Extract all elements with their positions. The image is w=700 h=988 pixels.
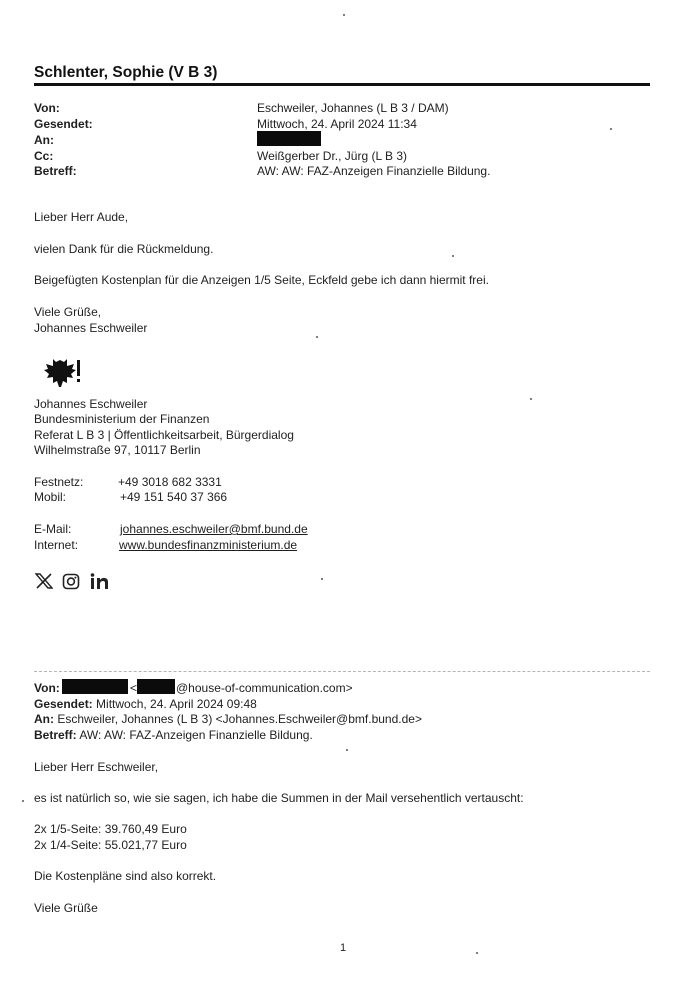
quoted-from-label: Von: (34, 681, 60, 695)
closing: Viele Grüße, (34, 305, 102, 319)
from-value: Eschweiler, Johannes (L B 3 / DAM) (257, 101, 449, 115)
redaction-box (257, 131, 321, 146)
scan-speck (476, 952, 478, 954)
subject-label: Betreff: (34, 164, 77, 178)
body-paragraph: vielen Dank für die Rückmeldung. (34, 242, 214, 256)
quoted-message-divider (34, 671, 650, 672)
body-paragraph: Beigefügten Kostenplan für die Anzeigen 1/5 Seite, Eckfeld gebe ich dann hiermit frei. (34, 273, 489, 287)
cc-label: Cc: (34, 149, 54, 163)
quoted-greeting: Lieber Herr Eschweiler, (34, 760, 159, 774)
scan-speck (321, 578, 323, 580)
greeting: Lieber Herr Aude, (34, 210, 129, 224)
signature-org: Bundesministerium der Finanzen (34, 412, 210, 426)
linkedin-icon[interactable] (90, 573, 112, 590)
quoted-paragraph: es ist natürlich so, wie sie sagen, ich habe die Summen in der Mail versehentlich vertauscht: (34, 791, 524, 805)
scan-speck (610, 128, 612, 130)
subject-value: AW: AW: FAZ-Anzeigen Finanzielle Bildung. (257, 164, 491, 178)
cost-line: 2x 1/5-Seite: 39.760,49 Euro (34, 822, 187, 836)
email-label: E-Mail: (34, 522, 72, 536)
quoted-paragraph: Die Kostenpläne sind also korrekt. (34, 869, 217, 883)
quoted-sent-label: Gesendet: (34, 697, 93, 711)
instagram-icon[interactable] (62, 573, 80, 590)
quoted-subject-label: Betreff: (34, 728, 77, 742)
sent-label: Gesendet: (34, 117, 93, 131)
quoted-subject-value: AW: AW: FAZ-Anzeigen Finanzielle Bildung. (79, 728, 313, 742)
signature-dept: Referat L B 3 | Öffentlichkeitsarbeit, Bürgerdialog (34, 428, 294, 442)
scan-speck (343, 14, 345, 16)
sent-value: Mittwoch, 24. April 2024 11:34 (257, 117, 417, 131)
quoted-to-label: An: (34, 712, 54, 726)
quoted-closing: Viele Grüße (34, 901, 98, 915)
web-label: Internet: (34, 538, 79, 552)
scan-speck (22, 800, 24, 802)
quoted-from-angle: < (130, 681, 138, 695)
cost-line: 2x 1/4-Seite: 55.021,77 Euro (34, 838, 187, 852)
header-divider (34, 83, 650, 86)
cc-value: Weißgerber Dr., Jürg (L B 3) (257, 149, 408, 163)
federal-eagle-logo (36, 357, 84, 389)
scan-speck (346, 749, 348, 751)
from-label: Von: (34, 101, 60, 115)
signature-name: Johannes Eschweiler (34, 397, 148, 411)
scan-speck (452, 255, 454, 257)
scan-speck (530, 398, 532, 400)
closing-name: Johannes Eschweiler (34, 321, 148, 335)
quoted-sent-value: Mittwoch, 24. April 2024 09:48 (96, 697, 257, 711)
page-number: 1 (340, 942, 347, 954)
redaction-box (137, 679, 175, 694)
quoted-to-value: Eschweiler, Johannes (L B 3) <Johannes.Eschweiler@bmf.bund.de> (57, 712, 422, 726)
to-label: An: (34, 133, 54, 147)
mobile-value: +49 151 540 37 366 (120, 490, 228, 504)
website-link[interactable]: www.bundesfinanzministerium.de (119, 538, 298, 552)
phone-label: Festnetz: (34, 475, 84, 489)
redaction-box (62, 679, 128, 694)
phone-value: +49 3018 682 3331 (118, 475, 222, 489)
quoted-from-domain: @house-of-communication.com> (176, 681, 353, 695)
mobile-label: Mobil: (34, 490, 67, 504)
email-link[interactable]: johannes.eschweiler@bmf.bund.de (120, 522, 308, 536)
signature-address: Wilhelmstraße 97, 10117 Berlin (34, 443, 201, 457)
page-title: Schlenter, Sophie (V B 3) (34, 64, 218, 81)
x-social-icon[interactable] (35, 573, 53, 589)
scan-speck (316, 336, 318, 338)
